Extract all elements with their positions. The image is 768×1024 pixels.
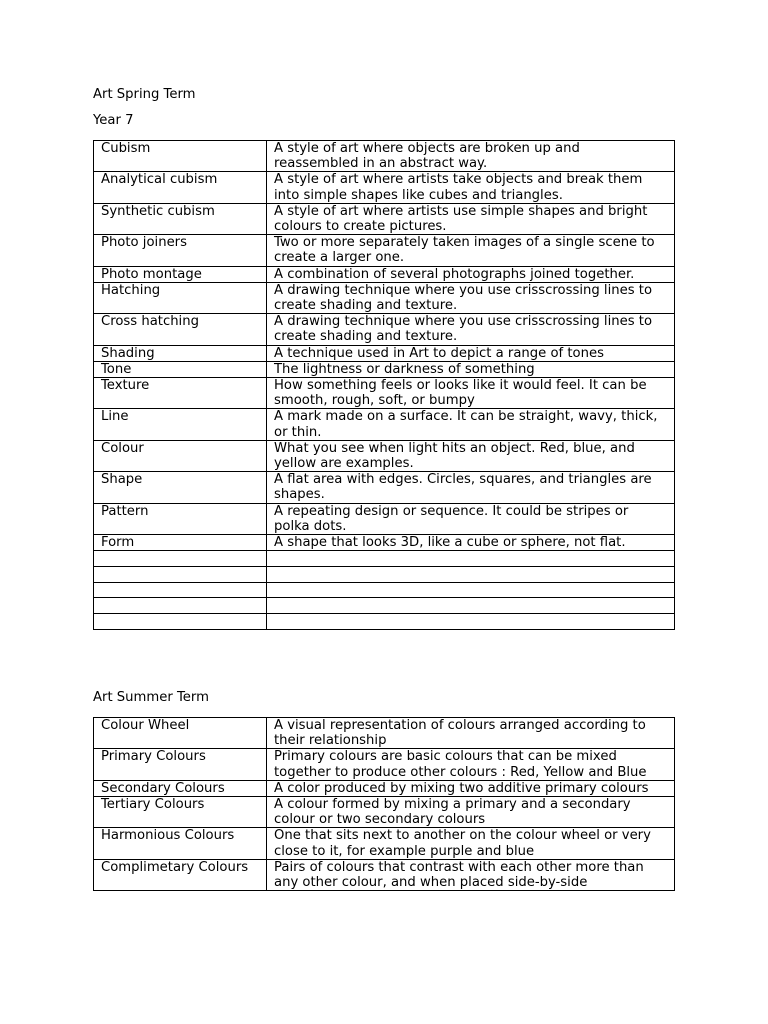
glossary-definition [267, 598, 675, 614]
glossary-term: Synthetic cubism [94, 203, 267, 234]
glossary-definition [267, 551, 675, 567]
glossary-definition: The lightness or darkness of something [267, 361, 675, 377]
glossary-term: Primary Colours [94, 749, 267, 780]
glossary-term: Photo joiners [94, 235, 267, 266]
glossary-row [94, 582, 675, 598]
year-label: Year 7 [93, 113, 134, 128]
glossary-definition: A combination of several photographs joined together. [267, 266, 675, 282]
glossary-definition [267, 614, 675, 630]
glossary-definition: A shape that looks 3D, like a cube or sphere, not flat. [267, 535, 675, 551]
glossary-definition: Two or more separately taken images of a single scene to create a larger one. [267, 235, 675, 266]
glossary-definition: A drawing technique where you use crisscrossing lines to create shading and texture. [267, 282, 675, 313]
glossary-row [94, 780, 675, 796]
spring-glossary-table [93, 140, 675, 630]
glossary-row [94, 566, 675, 582]
glossary-definition: A style of art where artists use simple shapes and bright colours to create pictures. [267, 203, 675, 234]
glossary-term: Cross hatching [94, 314, 267, 345]
glossary-row [94, 503, 675, 534]
glossary-row [94, 598, 675, 614]
summer-glossary-table [93, 717, 675, 891]
glossary-term [94, 598, 267, 614]
glossary-definition: A drawing technique where you use crisscrossing lines to create shading and texture. [267, 314, 675, 345]
glossary-definition: A color produced by mixing two additive primary colours [267, 780, 675, 796]
glossary-row [94, 718, 675, 749]
summer-term-title: Art Summer Term [93, 690, 209, 705]
glossary-row [94, 266, 675, 282]
glossary-term: Shape [94, 472, 267, 503]
glossary-row [94, 440, 675, 471]
glossary-term: Tone [94, 361, 267, 377]
glossary-row [94, 361, 675, 377]
glossary-definition: What you see when light hits an object. Red, blue, and yellow are examples. [267, 440, 675, 471]
glossary-row [94, 235, 675, 266]
glossary-definition: One that sits next to another on the colour wheel or very close to it, for example purple and blue [267, 828, 675, 859]
glossary-row [94, 172, 675, 203]
glossary-term: Analytical cubism [94, 172, 267, 203]
glossary-definition [267, 582, 675, 598]
glossary-definition: Pairs of colours that contrast with each other more than any other colour, and when placed side-by-side [267, 859, 675, 890]
glossary-row [94, 551, 675, 567]
glossary-definition: A technique used in Art to depict a range of tones [267, 345, 675, 361]
glossary-row [94, 203, 675, 234]
glossary-term: Shading [94, 345, 267, 361]
glossary-term: Form [94, 535, 267, 551]
glossary-definition: A visual representation of colours arranged according to their relationship [267, 718, 675, 749]
glossary-row [94, 378, 675, 409]
glossary-row [94, 859, 675, 890]
glossary-row [94, 614, 675, 630]
glossary-term [94, 551, 267, 567]
glossary-row [94, 141, 675, 172]
glossary-term: Colour [94, 440, 267, 471]
spring-glossary-body [94, 141, 675, 630]
glossary-definition: A colour formed by mixing a primary and a secondary colour or two secondary colours [267, 797, 675, 828]
glossary-row [94, 314, 675, 345]
glossary-definition: How something feels or looks like it would feel. It can be smooth, rough, soft, or bumpy [267, 378, 675, 409]
glossary-row [94, 472, 675, 503]
glossary-term: Texture [94, 378, 267, 409]
glossary-term: Complimetary Colours [94, 859, 267, 890]
glossary-row [94, 797, 675, 828]
glossary-definition: A style of art where objects are broken up and reassembled in an abstract way. [267, 141, 675, 172]
glossary-definition [267, 566, 675, 582]
glossary-definition: A repeating design or sequence. It could be stripes or polka dots. [267, 503, 675, 534]
spring-term-title: Art Spring Term [93, 87, 196, 102]
glossary-term: Photo montage [94, 266, 267, 282]
glossary-term: Hatching [94, 282, 267, 313]
glossary-term: Secondary Colours [94, 780, 267, 796]
glossary-term: Pattern [94, 503, 267, 534]
glossary-row [94, 535, 675, 551]
glossary-term: Harmonious Colours [94, 828, 267, 859]
glossary-term [94, 582, 267, 598]
glossary-definition: A flat area with edges. Circles, squares, and triangles are shapes. [267, 472, 675, 503]
glossary-row [94, 828, 675, 859]
glossary-definition: Primary colours are basic colours that can be mixed together to produce other colours : Red, Yellow and Blue [267, 749, 675, 780]
glossary-term [94, 614, 267, 630]
glossary-row [94, 345, 675, 361]
glossary-definition: A mark made on a surface. It can be straight, wavy, thick, or thin. [267, 409, 675, 440]
glossary-row [94, 749, 675, 780]
glossary-row [94, 282, 675, 313]
glossary-term: Cubism [94, 141, 267, 172]
glossary-term [94, 566, 267, 582]
glossary-term: Line [94, 409, 267, 440]
glossary-row [94, 409, 675, 440]
glossary-definition: A style of art where artists take objects and break them into simple shapes like cubes and triangles. [267, 172, 675, 203]
glossary-term: Tertiary Colours [94, 797, 267, 828]
glossary-term: Colour Wheel [94, 718, 267, 749]
summer-glossary-body [94, 718, 675, 891]
